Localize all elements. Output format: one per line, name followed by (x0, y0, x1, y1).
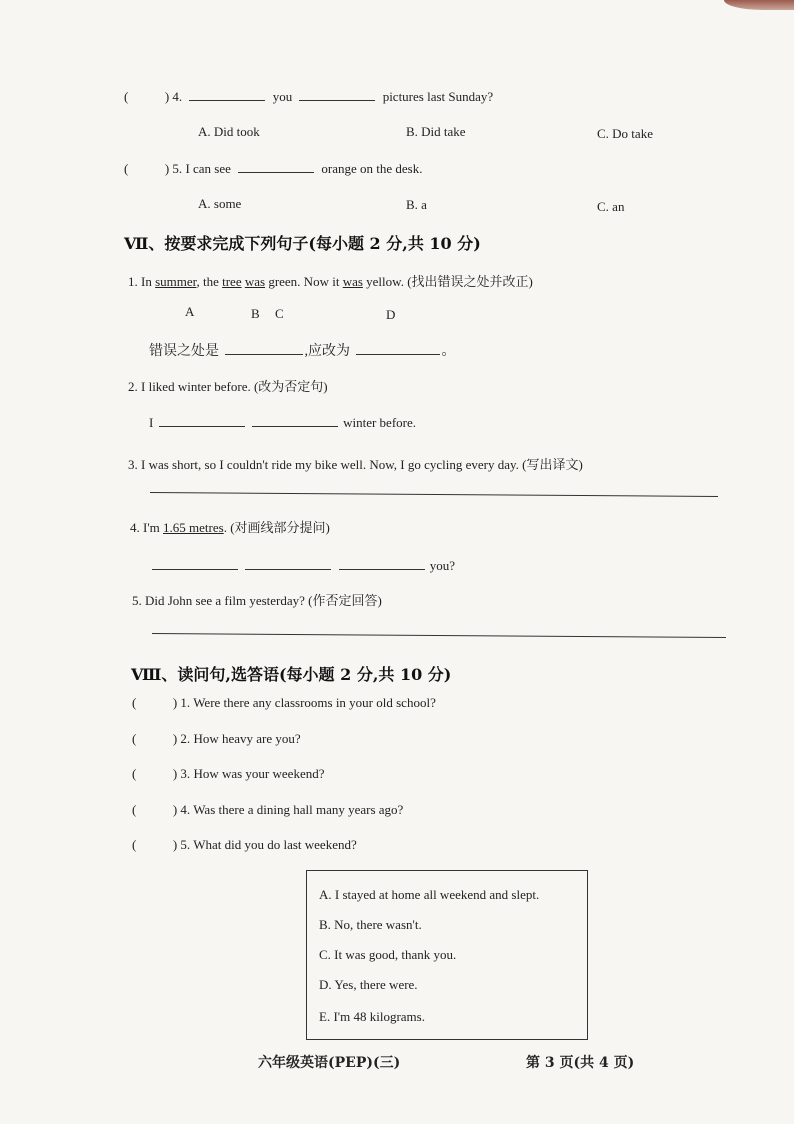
footer-title: 六年级英语(PEP)(三) (258, 1055, 401, 1071)
question-7-1-answer (149, 340, 456, 360)
answer-label: ,应改为 (304, 344, 350, 359)
fill-blank[interactable] (189, 88, 265, 101)
question-6-5 (124, 160, 423, 177)
answer-paren-open: ( (132, 695, 137, 710)
answer-option-d: D. Yes, there were. (319, 977, 418, 992)
question-7-3: 3. I was short, so I couldn't ride my bike well. Now, I go cycling every day. (写出译文) (128, 457, 583, 472)
letter-b: B (251, 306, 260, 321)
fill-blank[interactable] (252, 414, 338, 427)
question-number: 4. I'm (130, 520, 160, 535)
answer-line[interactable] (152, 633, 726, 638)
question-number: 1. (128, 274, 138, 289)
footer-page-number: 第 3 页(共 4 页) (526, 1055, 635, 1071)
question-8-1 (132, 695, 436, 711)
underlined-word-a: summer (155, 274, 197, 289)
question-text: Were there any classrooms in your old school? (193, 695, 436, 710)
question-6-4 (124, 88, 493, 105)
question-8-5 (132, 837, 357, 853)
page-corner-shadow (724, 0, 794, 10)
underlined-phrase: 1.65 metres (163, 520, 224, 535)
question-number: ) 5. (164, 161, 183, 176)
question-text: green. Now it (268, 274, 340, 289)
question-number: ) 3. (172, 766, 191, 781)
question-text: I can see (185, 161, 231, 176)
section-7-heading: Ⅶ、按要求完成下列句子(每小题 2 分,共 10 分) (124, 234, 481, 253)
question-8-4 (132, 802, 403, 818)
option-a: A. some (198, 196, 242, 211)
question-text: Was there a dining hall many years ago? (193, 802, 404, 817)
option-a: A. Did took (198, 124, 260, 139)
fill-blank[interactable] (238, 160, 314, 173)
question-7-1 (128, 271, 533, 290)
question-number: ) 1. (172, 695, 191, 710)
question-7-2-answer (149, 414, 416, 431)
answer-end: 。 (441, 344, 456, 359)
letter-c: C (275, 306, 284, 321)
question-text: How heavy are you? (193, 731, 301, 746)
question-text: How was your weekend? (193, 766, 325, 781)
question-text: , the (196, 274, 219, 289)
question-7-5: 5. Did John see a film yesterday? (作否定回答) (132, 593, 382, 608)
answer-end: winter before. (343, 415, 417, 430)
question-text: you (272, 89, 293, 104)
fill-blank[interactable] (245, 557, 331, 570)
answer-option-b: B. No, there wasn't. (319, 917, 422, 932)
question-text: orange on the desk. (321, 161, 423, 176)
question-text: . (对画线部分提问) (223, 520, 330, 535)
question-number: ) 4. (164, 89, 183, 104)
question-8-2 (132, 731, 301, 747)
question-text: pictures last Sunday? (382, 89, 494, 104)
answer-line[interactable] (150, 492, 718, 497)
answer-paren-open: ( (132, 802, 137, 817)
answer-end: you? (429, 558, 456, 573)
answer-paren-open: ( (124, 161, 129, 176)
answer-start: I (149, 415, 154, 430)
section-8-heading: Ⅷ、读问句,选答语(每小题 2 分,共 10 分) (131, 665, 452, 684)
fill-blank[interactable] (159, 414, 245, 427)
answer-paren-open: ( (124, 89, 129, 104)
question-7-4 (130, 517, 330, 536)
fill-blank[interactable] (339, 557, 425, 570)
answer-option-e: E. I'm 48 kilograms. (319, 1009, 425, 1024)
option-b: B. Did take (406, 124, 466, 139)
fill-blank[interactable] (356, 342, 440, 355)
question-text: What did you do last weekend? (193, 837, 357, 852)
fill-blank[interactable] (299, 88, 375, 101)
answer-paren-open: ( (132, 731, 137, 746)
underlined-word-d: was (342, 274, 363, 289)
question-number: ) 4. (172, 802, 191, 817)
answer-option-a: A. I stayed at home all weekend and slept. (319, 887, 540, 902)
question-text: In (141, 274, 152, 289)
question-number: ) 2. (172, 731, 191, 746)
fill-blank[interactable] (225, 342, 303, 355)
question-7-4-answer (150, 557, 455, 574)
option-c: C. Do take (597, 126, 653, 141)
option-b: B. a (406, 197, 427, 212)
fill-blank[interactable] (152, 557, 238, 570)
letter-d: D (386, 307, 396, 322)
answer-paren-open: ( (132, 837, 137, 852)
option-c: C. an (597, 199, 625, 214)
answer-paren-open: ( (132, 766, 137, 781)
underlined-word-b: tree (222, 274, 242, 289)
letter-a: A (185, 304, 195, 319)
answer-options-box (306, 870, 588, 1040)
answer-option-c: C. It was good, thank you. (319, 947, 457, 962)
question-number: ) 5. (172, 837, 191, 852)
question-8-3 (132, 766, 324, 782)
underlined-word-c: was (244, 274, 266, 289)
question-7-2: 2. I liked winter before. (改为否定句) (128, 379, 328, 394)
answer-label: 错误之处是 (149, 344, 219, 359)
question-text: yellow. (找出错误之处并改正) (366, 274, 533, 289)
